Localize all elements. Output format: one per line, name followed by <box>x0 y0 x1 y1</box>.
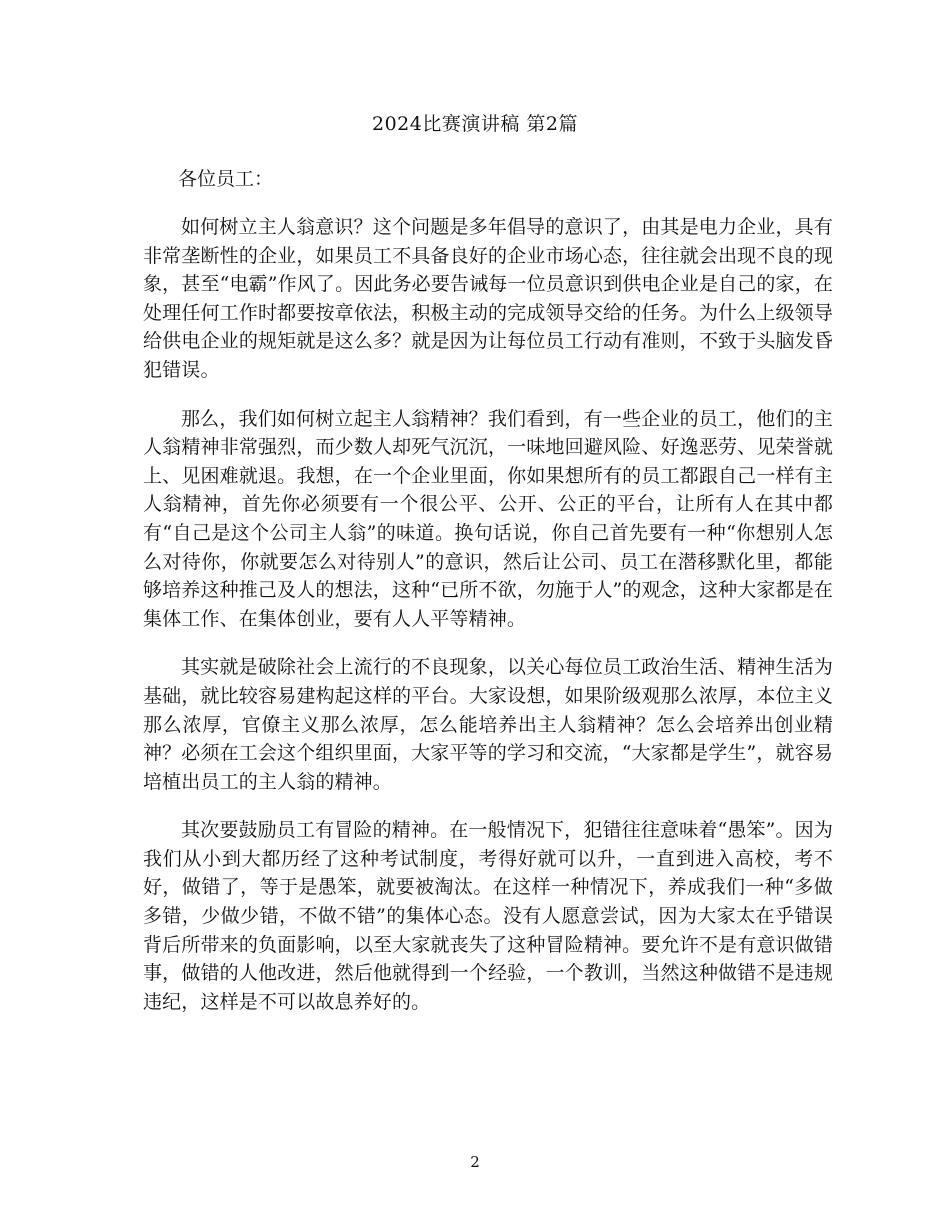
page-number: 2 <box>470 1153 480 1171</box>
paragraph-4: 其次要鼓励员工有冒险的精神。在一般情况下，犯错往往意味着“愚笨”。因为我们从小到大都历经了这种考试制度，考得好就可以升，一直到进入高校，考不好，做错了，等于是愚笨，就要被淘汰。在这样一种情况下，养成我们一种“多做多错，少做少错，不做不错”的集体心态。没有人愿意尝试，因为大家太在乎错误背后所带来的负面影响，以至大家就丧失了这种冒险精神。要允许不是有意识做错事，做错的人他改进，然后他就得到一个经验，一个教训，当然这种做错不是违规违纪，这样是不可以故息养好的。 <box>143 819 833 1013</box>
paragraph-2: 那么，我们如何树立起主人翁精神？我们看到，有一些企业的员工，他们的主人翁精神非常强烈，而少数人却死气沉沉，一味地回避风险、好逸恶劳、见荣誉就上、见困难就退。我想，在一个企业里面，你如果想所有的员工都跟自己一样有主人翁精神，首先你必须要有一个很公平、公开、公正的平台，让所有人在其中都有“自己是这个公司主人翁”的味道。换句话说，你自己首先要有一种“你想别人怎么对待你，你就要怎么对待别人”的意识，然后让公司、员工在潜移默化里，都能够培养这种推己及人的想法，这种“已所不欲，勿施于人”的观念，这种大家都是在集体工作、在集体创业，要有人人平等精神。 <box>143 407 833 630</box>
document-body <box>143 213 833 1036</box>
salutation: 各位员工： <box>178 168 274 190</box>
paragraph-1: 如何树立主人翁意识？这个问题是多年倡导的意识了，由其是电力企业，具有非常垄断性的企业，如果员工不具备良好的企业市场心态，往往就会出现不良的现象，甚至“电霸”作风了。因此务必要告诫每一位员意识到供电企业是自己的家，在处理任何工作时都要按章依法，积极主动的完成领导交给的任务。为什么上级领导给供电企业的规矩就是这么多？就是因为让每位员工行动有准则，不致于头脑发昏犯错误。 <box>143 216 833 381</box>
document-title: 2024比赛演讲稿 第2篇 <box>372 113 578 135</box>
paragraph-3: 其实就是破除社会上流行的不良现象，以关心每位员工政治生活、精神生活为基础，就比较容易建构起这样的平台。大家设想，如果阶级观那么浓厚，本位主义那么浓厚，官僚主义那么浓厚，怎么能培养出主人翁精神？怎么会培养出创业精神？必须在工会这个组织里面，大家平等的学习和交流，“大家都是学生”，就容易培植出员工的主人翁的精神。 <box>143 656 833 793</box>
